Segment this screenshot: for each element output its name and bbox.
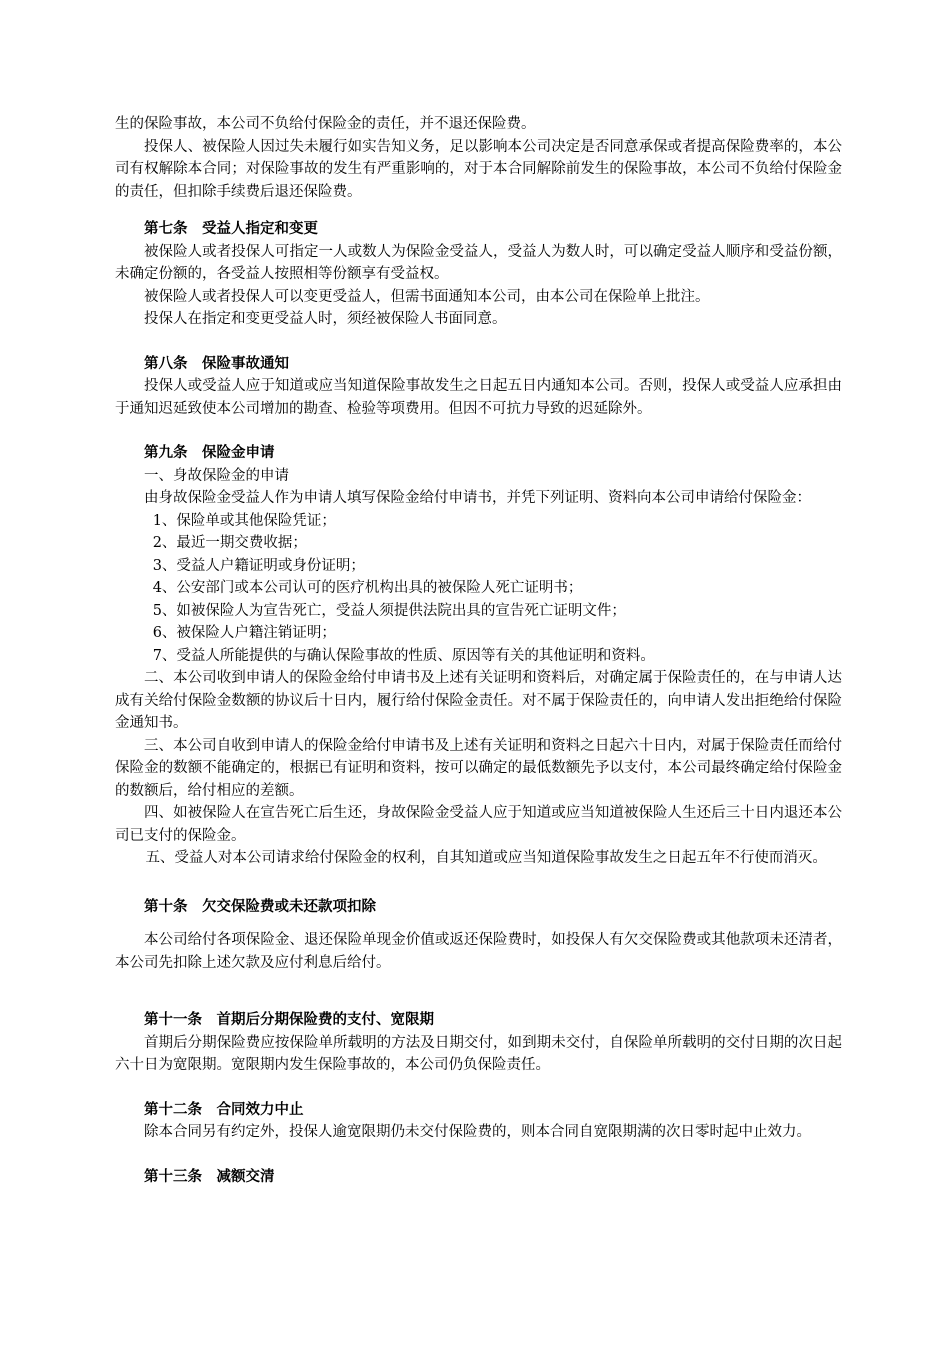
- paragraph: 被保险人或者投保人可指定一人或数人为保险金受益人，受益人为数人时，可以确定受益人顺序和受益份额，未确定份额的，各受益人按照相等份额享有受益权。: [115, 243, 842, 282]
- section-12-title: 第十二条 合同效力中止: [144, 1101, 304, 1118]
- paragraph: 五、受益人对本公司请求给付保险金的权利，自其知道或应当知道保险事故发生之日起五年不行使而消灭。: [145, 850, 827, 866]
- paragraph: 由身故保险金受益人作为申请人填写保险金给付申请书，并凭下列证明、资料向本公司申请给付保险金：: [144, 490, 811, 506]
- paragraph: 投保人在指定和变更受益人时，须经被保险人书面同意。: [144, 311, 507, 327]
- paragraph: 二、本公司收到申请人的保险金给付申请书及上述有关证明和资料后，对确定属于保险责任的，在与申请人达成有关给付保险金数额的协议后十日内，履行给付保险金责任。对不属于保险责任的，向申请人发出拒绝给付保险金通知书。: [115, 670, 842, 731]
- list-item: 3、受益人户籍证明或身份证明；: [152, 557, 365, 574]
- list-item: 4、公安部门或本公司认可的医疗机构出具的被保险人死亡证明书；: [152, 580, 583, 596]
- paragraph: 四、如被保险人在宣告死亡后生还，身故保险金受益人应于知道或应当知道被保险人生还后三十日内退还本公司已支付的保险金。: [115, 805, 842, 844]
- list-item: 5、如被保险人为宣告死亡，受益人须提供法院出具的宣告死亡证明文件；: [152, 602, 626, 619]
- section-10-title: 第十条 欠交保险费或未还款项扣除: [144, 898, 376, 915]
- section-7-title: 第七条 受益人指定和变更: [144, 221, 318, 237]
- paragraph: 除本合同另有约定外，投保人逾宽限期仍未交付保险费的，则本合同自宽限期满的次日零时起中止效力。: [144, 1124, 811, 1140]
- paragraph: 被保险人或者投保人可以变更受益人，但需书面通知本公司，由本公司在保险单上批注。: [144, 288, 710, 305]
- section-13-title: 第十三条 减额交清: [144, 1168, 275, 1185]
- section-8-title: 第八条 保险事故通知: [144, 355, 289, 372]
- paragraph: 首期后分期保险费应按保险单所载明的方法及日期交付，如到期未交付，自保险单所载明的交付日期的次日起六十日为宽限期。宽限期内发生保险事故的，本公司仍负保险责任。: [115, 1034, 842, 1073]
- subsection-title: 一、身故保险金的申请: [144, 467, 289, 484]
- paragraph: 生的保险事故，本公司不负给付保险金的责任，并不退还保险费。: [115, 116, 536, 132]
- paragraph: 本公司给付各项保险金、退还保险单现金价值或返还保险费时，如投保人有欠交保险费或其他款项未还清者，本公司先扣除上述欠款及应付利息后给付。: [115, 932, 842, 971]
- paragraph: 三、本公司自收到申请人的保险金给付申请书及上述有关证明和资料之日起六十日内，对属于保险责任而给付保险金的数额不能确定的，根据已有证明和资料，按可以确定的最低数额先予以支付，本公司最终确定给付保险金的数额后，给付相应的差额。: [115, 737, 842, 799]
- document-page: [115, 113, 842, 1188]
- paragraph: 投保人或受益人应于知道或应当知道保险事故发生之日起五日内通知本公司。否则，投保人或受益人应承担由于通知迟延致使本公司增加的勘查、检验等项费用。但因不可抗力导致的迟延除外。: [115, 378, 842, 417]
- list-item: 6、被保险人户籍注销证明；: [152, 625, 336, 641]
- section-9-title: 第九条 保险金申请: [144, 445, 275, 461]
- list-item: 7、受益人所能提供的与确认保险事故的性质、原因等有关的其他证明和资料。: [152, 647, 655, 664]
- paragraph: 投保人、被保险人因过失未履行如实告知义务，足以影响本公司决定是否同意承保或者提高保险费率的，本公司有权解除本合同；对保险事故的发生有严重影响的，对于本合同解除前发生的保险事故，本公司不负给付保险金的责任，但扣除手续费后退还保险费。: [115, 138, 842, 200]
- section-11-title: 第十一条 首期后分期保险费的支付、宽限期: [144, 1012, 434, 1028]
- list-item: 2、最近一期交费收据；: [152, 535, 307, 551]
- list-item: 1、保险单或其他保险凭证；: [152, 512, 336, 529]
